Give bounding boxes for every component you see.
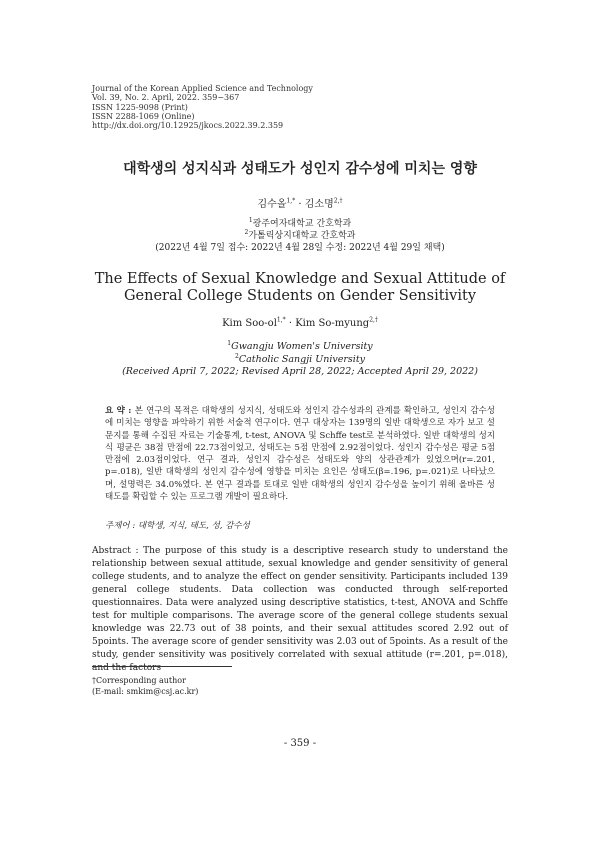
english-abstract-text: The purpose of this study is a descriptive research study to understand the relationship between sexual attitude, sexual knowledge and gender sensitivity of general college students, and to analyze the effect on gender sensitivity. Participants included 139 general college students. Data collection was conducted through self-reported questionnaires. Data were analyzed using descriptive statistics, t-test, ANOVA and Schffe test for multiple comparisons. The average score of the general college students sexual knowledge was 22.73 out of 38 points, and their sexual attitudes scored 2.92 out of 5points. The average score of gender sensitivity was 2.03 out of 5points. As a result of the study, gender sensitivity was positively correlated with sexual attitude (r=.201, p=.018), and the factors [92, 546, 508, 673]
page-number: - 359 - [283, 738, 317, 749]
english-affiliations [0, 341, 600, 379]
english-affiliation-2-text: Catholic Sangji University [238, 353, 365, 365]
korean-authors [0, 195, 600, 210]
english-abstract [92, 545, 508, 675]
journal-volume: Vol. 39, No. 2. April, 2022. 359~367 [92, 93, 240, 103]
english-author-1: Kim Soo-ol [222, 318, 277, 329]
issn-online: ISSN 2288-1069 (Online) [92, 111, 195, 121]
english-affiliation-2 [0, 354, 600, 367]
english-affiliation-1 [0, 341, 600, 354]
korean-author-1: 김수올 [257, 199, 287, 210]
footnote [92, 675, 198, 697]
korean-abstract-label: 요 약 : [105, 406, 135, 416]
affiliation-2-marker: 2 [244, 229, 249, 236]
journal-info [92, 84, 313, 130]
english-authors [0, 318, 600, 329]
english-author-2: Kim So-myung [295, 318, 370, 329]
english-affiliation-2-marker: 2 [235, 352, 239, 360]
affiliation-1-marker: 1 [248, 217, 253, 224]
korean-dates: (2022년 4월 7일 접수: 2022년 4월 28일 수정: 2022년 4월 29일 채택) [155, 243, 445, 253]
journal-name: Journal of the Korean Applied Science and Technology [92, 84, 313, 93]
english-dates: (Received April 7, 2022; Revised April 28, 2022; Accepted April 29, 2022) [122, 366, 478, 377]
author-2-marker: 2,† [333, 197, 343, 205]
english-affiliation-1-marker: 1 [227, 339, 232, 347]
english-title [0, 271, 600, 305]
korean-affiliations [0, 218, 600, 254]
english-affiliation-1-text: Gwangju Women's University [231, 341, 373, 352]
korean-affiliation-1 [0, 218, 600, 230]
footnote-divider [92, 666, 232, 667]
affiliation-2-text: 가톨릭상지대학교 간호학과 [248, 231, 356, 241]
korean-keywords: 주제어 : 대학생, 지식, 태도, 성, 감수성 [105, 521, 250, 531]
english-author-1-marker: 1,* [276, 316, 286, 324]
doi-link[interactable]: http://dx.doi.org/10.12925/jkocs.2022.39.2.359 [92, 121, 284, 131]
english-abstract-label: Abstract : [92, 546, 144, 556]
author-1-marker: 1,* [286, 197, 296, 205]
korean-title: 대학생의 성지식과 성태도가 성인지 감수성에 미치는 영향 [123, 161, 477, 177]
affiliation-1-text: 광주여자대학교 간호학과 [252, 219, 352, 229]
korean-abstract-text: 본 연구의 목적은 대학생의 성지식, 성태도와 성인지 감수성과의 관계를 확인하고, 성인지 감수성에 미치는 영향을 파악하기 위한 서술적 연구이다. 연구 대상자는 139명의 일반 대학생으로 자가 보고 설문지를 통해 수집된 자료는 기술통계, t-test, ANOVA 및 Schffe test로 분석하였다. 일반 대학생의 성지식 평균은 38점 만점에 22.73점이었고, 성태도는 5점 만점에 2.92점이었다. 성인지 감수성은 평균 5점 만점에 2.03점이었다. 연구 결과, 성인지 감수성은 성태도와 양의 상관관계가 있었으며(r=.201, p=.018), 일반 대학생의 성인지 감수성에 영향을 미치는 요인은 성태도(β=.196, p=.021)로 나타났으며, 설명력은 34.0%였다. 본 연구 결과를 토대로 일반 대학생의 성인지 감수성을 높이기 위해 올바른 성태도를 확립할 수 있는 프로그램 개발이 필요하다. [105, 406, 495, 503]
corresponding-author: †Corresponding author [92, 676, 186, 685]
author-separator: · [295, 199, 305, 210]
english-author-2-marker: 2,† [369, 316, 378, 324]
issn-print: ISSN 1225-9098 (Print) [92, 102, 188, 112]
english-title-line-1: The Effects of Sexual Knowledge and Sexual Attitude of [94, 271, 506, 287]
english-author-separator: · [285, 318, 296, 329]
korean-abstract [105, 405, 495, 503]
corresponding-email: (E-mail: smkim@csj.ac.kr) [92, 687, 199, 696]
korean-affiliation-2 [0, 230, 600, 242]
korean-author-2: 김소명 [304, 199, 334, 210]
english-title-line-2: General College Students on Gender Sensitivity [123, 288, 477, 304]
